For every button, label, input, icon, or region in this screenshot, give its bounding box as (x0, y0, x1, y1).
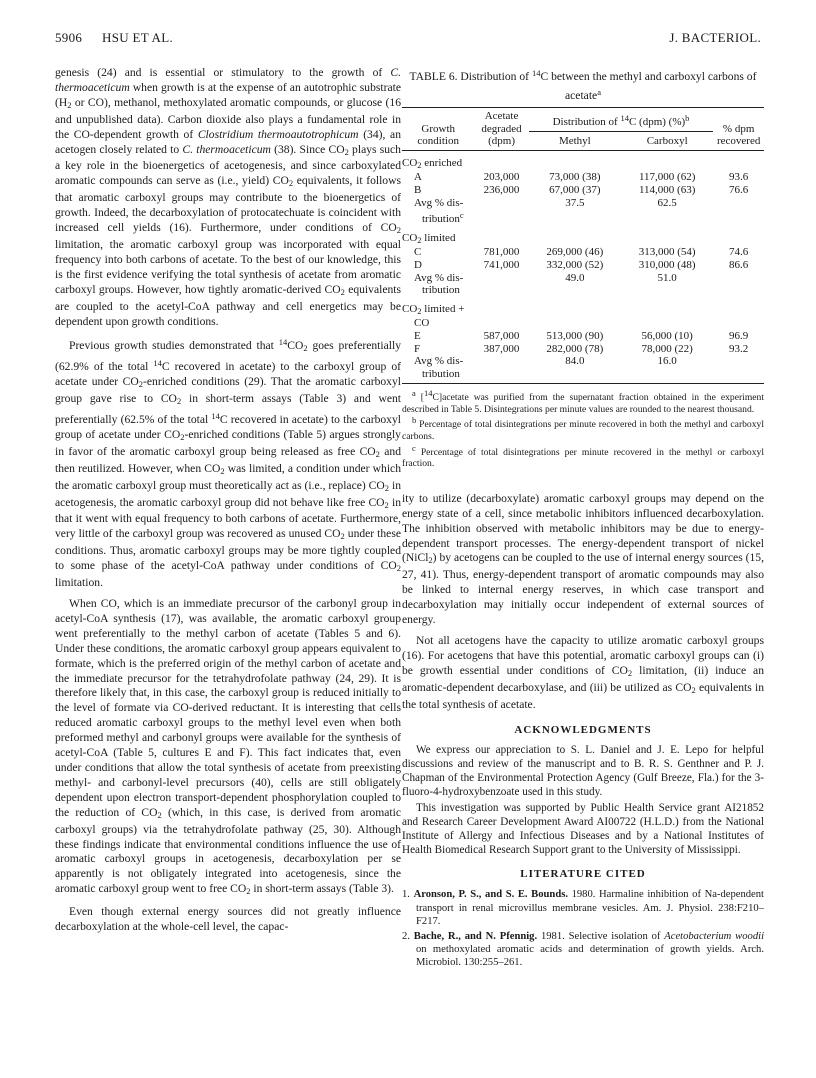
table-row: C 781,000 269,000 (46) 313,000 (54) 74.6 (414, 246, 749, 259)
list-item: 1. Aronson, P. S., and S. E. Bounds. 1980. Harmaline inhibition of Na-dependent transport in renal microvillus membrane vesicles. Am. J. Physiol. 238:F210–F217. (402, 889, 764, 927)
left-column (55, 66, 401, 935)
table-6: Growth condition Acetate degraded (dpm) Distribution of $^{14}$C (dpm) (%)$^b$ % dpm recovered Methyl Carboxyl $CO_2$ enriched A 203,000 73,000 (38) 117,000 (62) 93.6 B 236,000 67,000 (37) 114,000 (63) 76.6 Avg % dis- 37.5 62.5 tribution$^c$ $CO_2$ limited C 781,000 269,000 (46) 313,000 (54) 74.6 D 741,000 332,000 (52) 310,000 (48) 86.6 Avg % dis- 49.0 51.0 tribution $CO_2$ limited + CO E 587,000 513,000 (90) 56,000 (10) 96.9 F 387,000 282,000 (78) 78,000 (22) 93.2 Avg % dis- 84.0 16.0 tribution (402, 107, 764, 384)
group-label: $CO_2$ enriched (402, 156, 463, 170)
journal-name: J. BACTERIOL. (669, 30, 761, 45)
table-row: E 587,000 513,000 (90) 56,000 (10) 96.9 (414, 329, 749, 342)
references (402, 888, 764, 969)
footnote-a: a [14C]acetate was purified from the supernatant fraction obtained in the experiment described in Table 5. Disintegrations per minute values are rounded to the nearest thousand. (402, 388, 765, 415)
right-column (402, 66, 764, 972)
table-row-avg: Avg % dis- 84.0 16.0 (414, 355, 677, 368)
paragraph-2: Previous growth studies demonstrated that $^{14}CO_2$ goes preferentially (62.9% of the total $^{14}$C recovered in acetate) to the carboxyl group of acetate under $CO_2$-enriched conditions (29). That the aromatic carboxyl group gave rise to $CO_2$ in short-term assays (Table 3) and went preferentially (62.5% of the total $^{14}$C recovered in acetate) to the carboxyl group of acetate under $CO_2$-enriched conditions (Table 5) argues strongly in favor of the aromatic carboxyl group being released as free $CO_2$ and then reutilized. However, when $CO_2$ was limited, a condition under which the aromatic carboxyl group must theoretically act as (i.e., replace) $CO_2$ in acetogenesis, the aromatic carboxyl group did not behave like free $CO_2$ in that it went with equal frequency to both carbons of acetate. Furthermore, very little of the carboxyl group was recovered as unused $CO_2$ under these conditions. Thus, aromatic carboxyl groups may be more tightly coupled to some phase of the acetyl-CoA pathway under conditions of $CO_2$ limitation. (55, 337, 401, 590)
col-acetate-degraded: Acetate degraded (dpm) (474, 108, 528, 151)
paragraph-1: genesis (24) and is essential or stimulatory to the growth of C. thermoaceticum when growth is at the expense of an autotrophic substrate ($H_2$ or CO), methanol, methoxylated aromatic compounds, or glucose (16 and unpublished data). Carbon dioxide also plays a fundamental role in the CO-dependent growth of Clostridium thermoautotrophicum (34), an acetogen closely related to C. thermoaceticum (38). Since $CO_2$ plays such a key role in the bioenergetics of acetogenesis, and since carboxylated aromatic compounds can serve as (i.e., yield) $CO_2$ equivalents, it follows that aromatic carboxyl groups may contribute to the bioenergetics of growth. Indeed, the decarboxylation of protocatechuate is coincident with increased cell yields (16). Furthermore, under conditions of $CO_2$ limitation, the aromatic carboxyl group was incorporated with equal frequency into both carbons of acetate. To the best of our knowledge, this is the first evidence verifying the total synthesis of acetate from aromatic carboxyl groups. However, how tightly aromatic-derived $CO_2$ equivalents are coupled to the acetyl-CoA pathway and cell energetics may be dependent upon growth conditions. (55, 66, 401, 328)
col-carboxyl: Carboxyl (621, 131, 713, 150)
col-methyl: Methyl (529, 131, 621, 150)
literature-heading: LITERATURE CITED (520, 868, 646, 881)
running-authors: HSU ET AL. (102, 30, 174, 45)
table-row: F 387,000 282,000 (78) 78,000 (22) 93.2 (414, 342, 749, 355)
table-footnotes (402, 388, 764, 470)
paragraph-r2: Not all acetogens have the capacity to utilize aromatic carboxyl groups (16). For acetogens that have this potential, aromatic carboxyl groups can (i) be growth essential under conditions of $CO_2$ limitation, (ii) induce an aromatic-dependent decarboxylase, and (iii) be utilized as $CO_2$ equivalents in the total synthesis of acetate. (402, 634, 764, 711)
col-growth-condition: Growth condition (402, 108, 474, 151)
acknowledgments: We express our appreciation to S. L. Daniel and J. E. Lepo for helpful discussions and review of the manuscript and to B. R. S. Genthner and P. J. Chapman of the Environmental Protection Agency (Gulf Breeze, Fla.) for the 3-fluoro-4-hydroxybenzoate used in this study. This investigation was supported by Public Health Service grant AI21852 and Research Career Development Award AI00722 (H.L.D.) from the National Institute of Allergy and Infectious Diseases and by a National Institutes of Health Biomedical Research Support grant to the University of Mississippi. (402, 744, 764, 857)
paragraph-3: When CO, which is an immediate precursor of the carbonyl group in acetyl-CoA synthesis (17), was available, the aromatic carboxyl group went preferentially to the methyl carbon of acetate (Tables 5 and 6). Under these conditions, the aromatic carboxyl group appears equivalent to formate, which is the preferred origin of the methyl carbon of acetate and the immediate precursor for the tetrahydrofolate pathway (24, 29). It is therefore likely that, in this case, the carboxyl group is reduced initially to the level of formate via CO-derived reductant. It is interesting that cells reduced aromatic carboxyl groups to the methyl level even when both preformed methyl and carbonyl groups were available for the synthesis of acetyl-CoA (Table 5, cultures E and F). This fact indicates that, even under conditions that allow the total synthesis of acetate from preexisting methyl- and carbonyl-level precursors (40), cells are still obligately dependent upon electron transport-dependent phosphorylation coupled to the reduction of $CO_2$ (which, in this case, is derived from aromatic carboxyl groups) via the tetrahydrofolate pathway (25, 30). Although these findings indicate that environmental conditions influence the use of aromatic carboxyl groups in acetogenesis, decarboxylation per se apparently is not obligately integrated into acetogenesis, since the aromatic carboxyl group went to free $CO_2$ in short-term assays (Table 3). (55, 597, 401, 897)
footnote-c: c Percentage of total disintegrations per minute recovered in the methyl or carboxyl fraction. (402, 442, 764, 470)
footnote-b: b Percentage of total disintegrations per minute recovered in both the methyl and carboxyl carbons. (402, 415, 764, 443)
paragraph-r1: ity to utilize (decarboxylate) aromatic carboxyl groups may depend on the energy state of a cell, since metabolic inhibitors influenced decarboxylation. The inhibition observed with metabolic inhibitors may be due to energy-dependent transport processes. The energy-dependent transport of nickel (NiCl$_2$) by acetogens can be coupled to the use of internal energy sources (15, 27, 41). Thus, energy-dependent transport of aromatic compounds may also be linked to internal energy reserves, in which case transport and decarboxylation may initially occur independent of external sources of energy. (402, 491, 764, 627)
table-row: B 236,000 67,000 (37) 114,000 (63) 76.6 (414, 183, 749, 196)
acknowledgments-heading: ACKNOWLEDGMENTS (514, 723, 652, 736)
table-row-avg: Avg % dis- 37.5 62.5 (414, 196, 677, 209)
page-number: 5906 (55, 30, 83, 45)
table-row: A 203,000 73,000 (38) 117,000 (62) 93.6 (414, 171, 749, 184)
col-distribution: Distribution of $^{14}$C (dpm) (%)$^b$ (529, 108, 714, 132)
col-pct-recovered: % dpm recovered (713, 108, 764, 151)
group-label: $CO_2$ limited + (402, 302, 465, 316)
table-6-title: TABLE 6. Distribution of $^{14}$C between the methyl and carboxyl carbons of acetate$^a$ (409, 68, 757, 102)
table-row-avg: Avg % dis- 49.0 51.0 (414, 271, 677, 284)
group-label: $CO_2$ limited (402, 231, 456, 245)
table-row: D 741,000 332,000 (52) 310,000 (48) 86.6 (414, 258, 749, 271)
paragraph-4: Even though external energy sources did not greatly influence decarboxylation at the whole-cell level, the capac- (55, 905, 401, 934)
list-item: 2. Bache, R., and N. Pfennig. 1981. Selective isolation of Acetobacterium woodii on methoxylated aromatic acids and determination of growth yields. Arch. Microbiol. 130:255–261. (402, 930, 765, 969)
